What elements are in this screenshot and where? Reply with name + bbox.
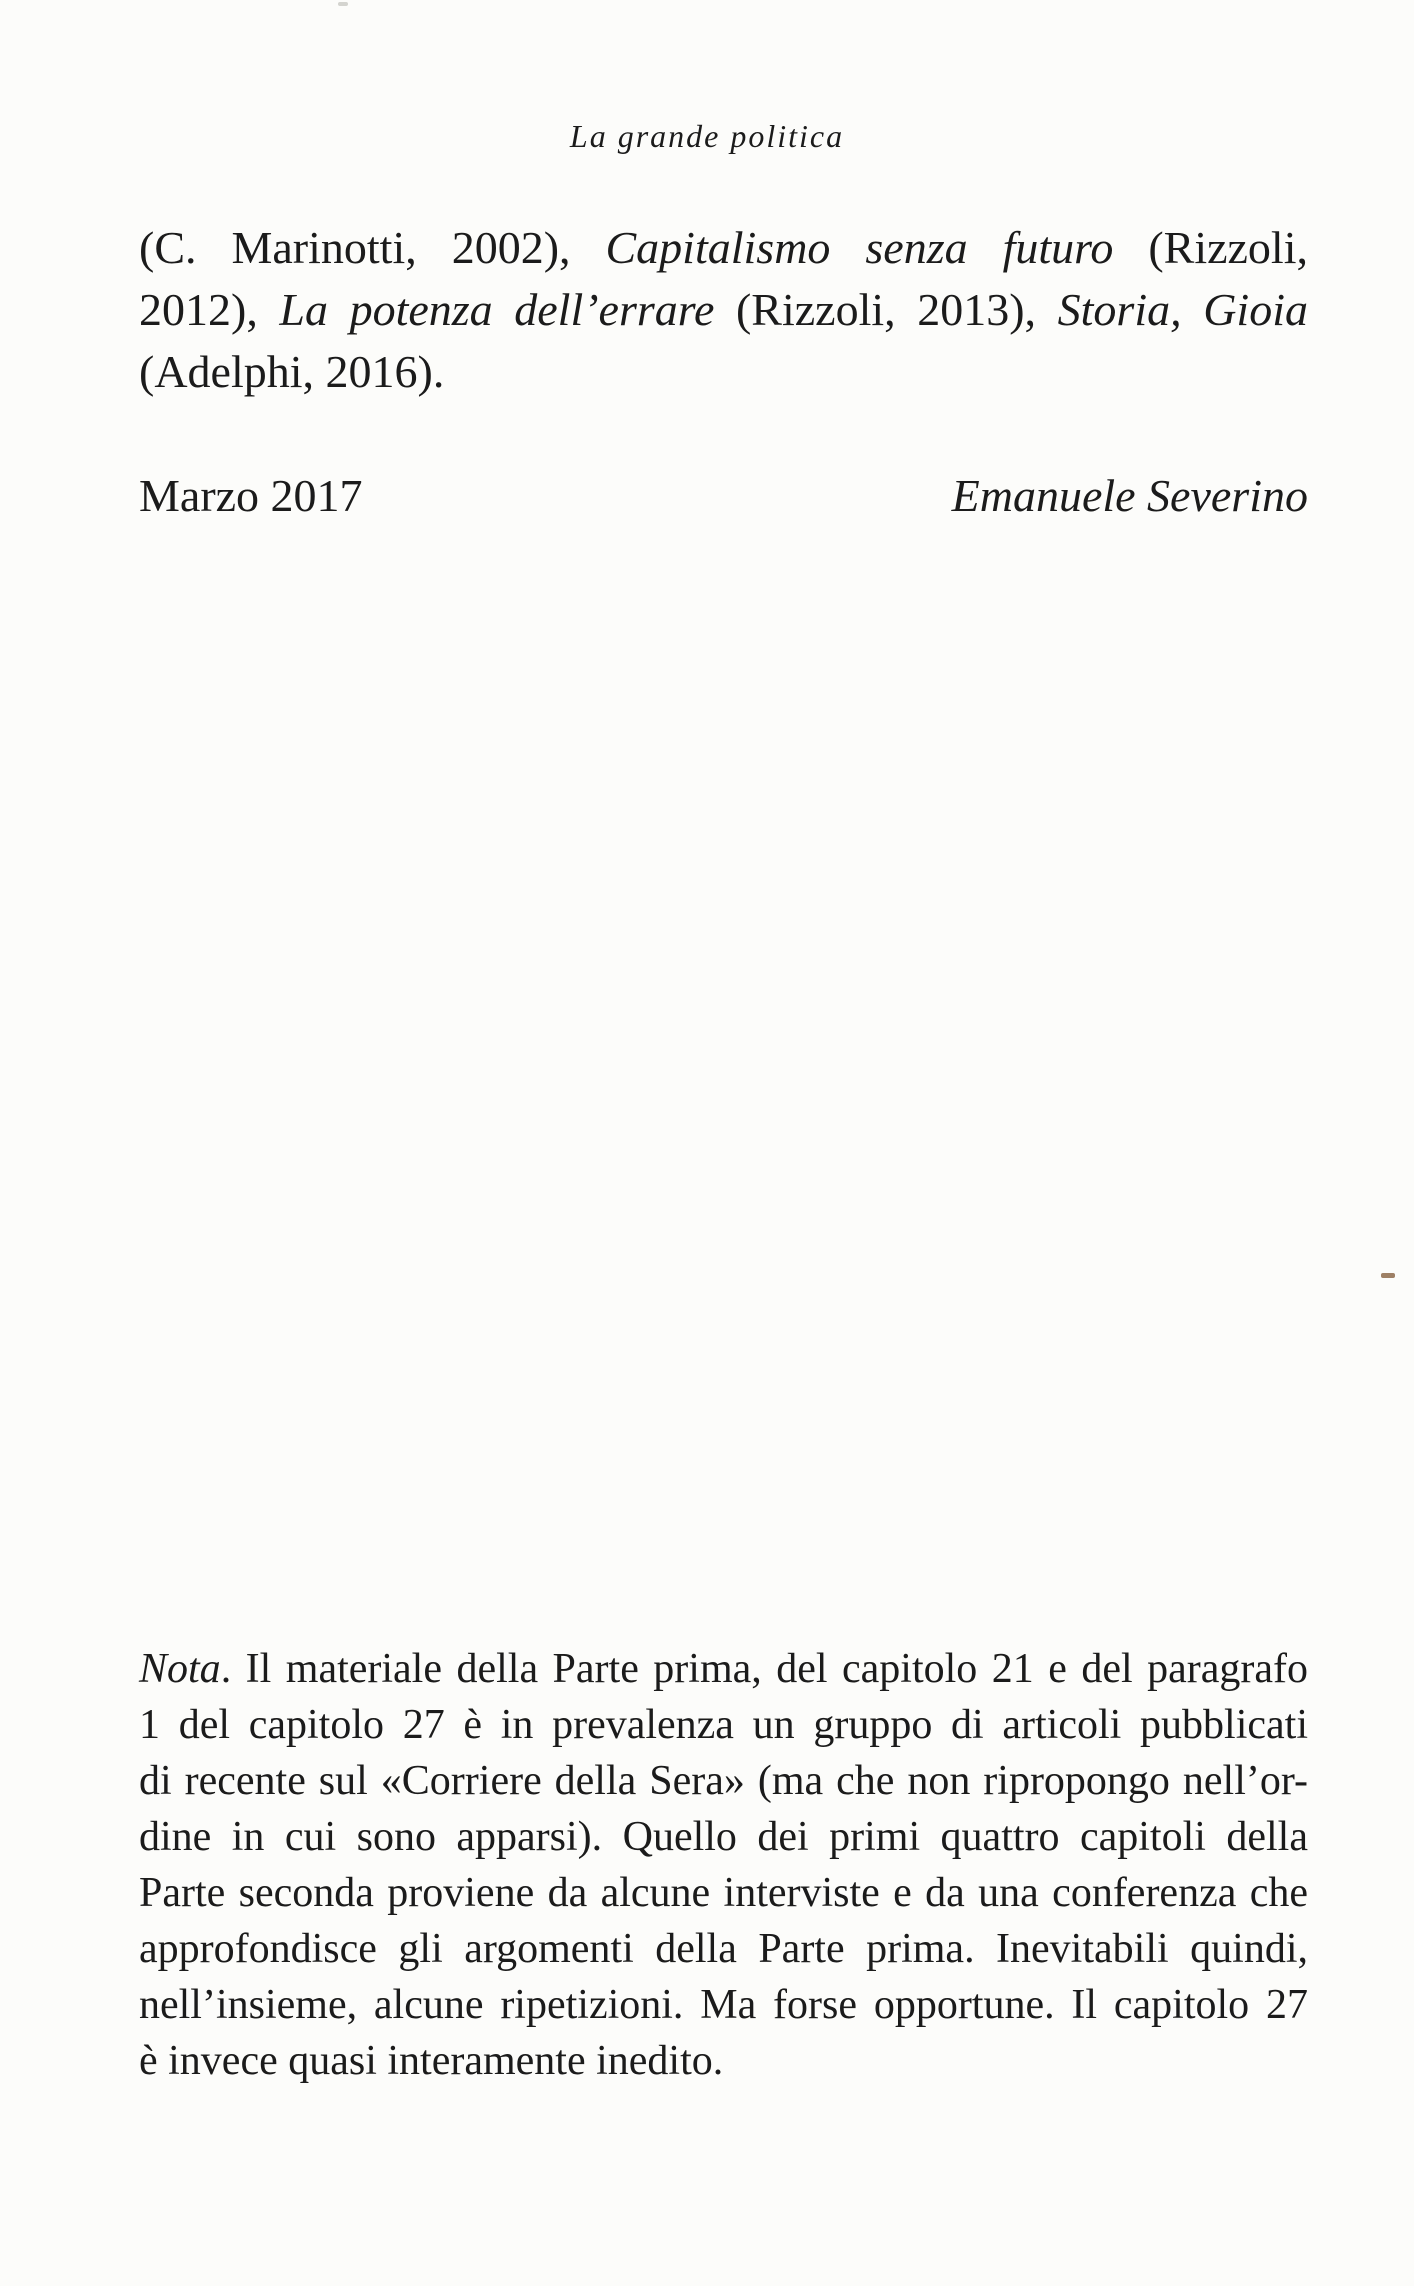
text-segment: (Rizzoli, <box>1113 222 1308 273</box>
italic-text-segment: La potenza dell’errare <box>279 284 715 335</box>
text-segment: (Adelphi, 2016). <box>139 346 445 397</box>
text-segment: 2012), <box>139 284 280 335</box>
date-text: Marzo 2017 <box>139 470 363 521</box>
text-line <box>139 341 1308 403</box>
scan-speck <box>338 2 348 6</box>
text-line <box>139 1753 1308 1809</box>
text-line <box>139 1921 1308 1977</box>
italic-text-segment: Capitalismo senza futuro <box>605 222 1114 273</box>
text-line <box>139 1865 1308 1921</box>
text-segment: (C. Marinotti, 2002), <box>139 222 606 273</box>
text-segment: è invece quasi interamente inedito. <box>139 2038 724 2084</box>
text-segment: nell’insieme, alcune ripetizioni. Ma forse opportune. Il capitolo 27 <box>139 1982 1308 2028</box>
text-segment: Parte seconda proviene da alcune interviste e da una conferenza che <box>139 1870 1308 1916</box>
text-line <box>139 2033 1308 2089</box>
text-segment: (Rizzoli, 2013), <box>714 284 1058 335</box>
text-line <box>139 1697 1308 1753</box>
text-line <box>139 217 1308 279</box>
nota-paragraph <box>139 1641 1308 2089</box>
scan-speck <box>1381 1273 1395 1278</box>
dateline-row <box>139 468 1308 524</box>
text-segment: dine in cui sono apparsi). Quello dei primi quattro capitoli della <box>139 1814 1308 1860</box>
text-segment: approfondisce gli argomenti della Parte prima. Inevitabili quindi, <box>139 1926 1308 1972</box>
italic-text-segment: Nota <box>139 1646 221 1692</box>
text-segment: 1 del capitolo 27 è in prevalenza un gruppo di articoli pubblicati <box>139 1702 1308 1748</box>
italic-text-segment: Storia, Gioia <box>1057 284 1308 335</box>
author-signature: Emanuele Severino <box>951 470 1308 521</box>
running-header: La grande politica <box>569 118 845 154</box>
text-line <box>139 1641 1308 1697</box>
text-segment: di recente sul «Corriere della Sera» (ma che non ripropongo nell’or- <box>139 1758 1308 1804</box>
text-line <box>139 1809 1308 1865</box>
text-line <box>139 1977 1308 2033</box>
bibliography-paragraph <box>139 217 1308 403</box>
text-line <box>139 279 1308 341</box>
text-segment: . Il materiale della Parte prima, del capitolo 21 e del paragrafo <box>220 1646 1308 1692</box>
